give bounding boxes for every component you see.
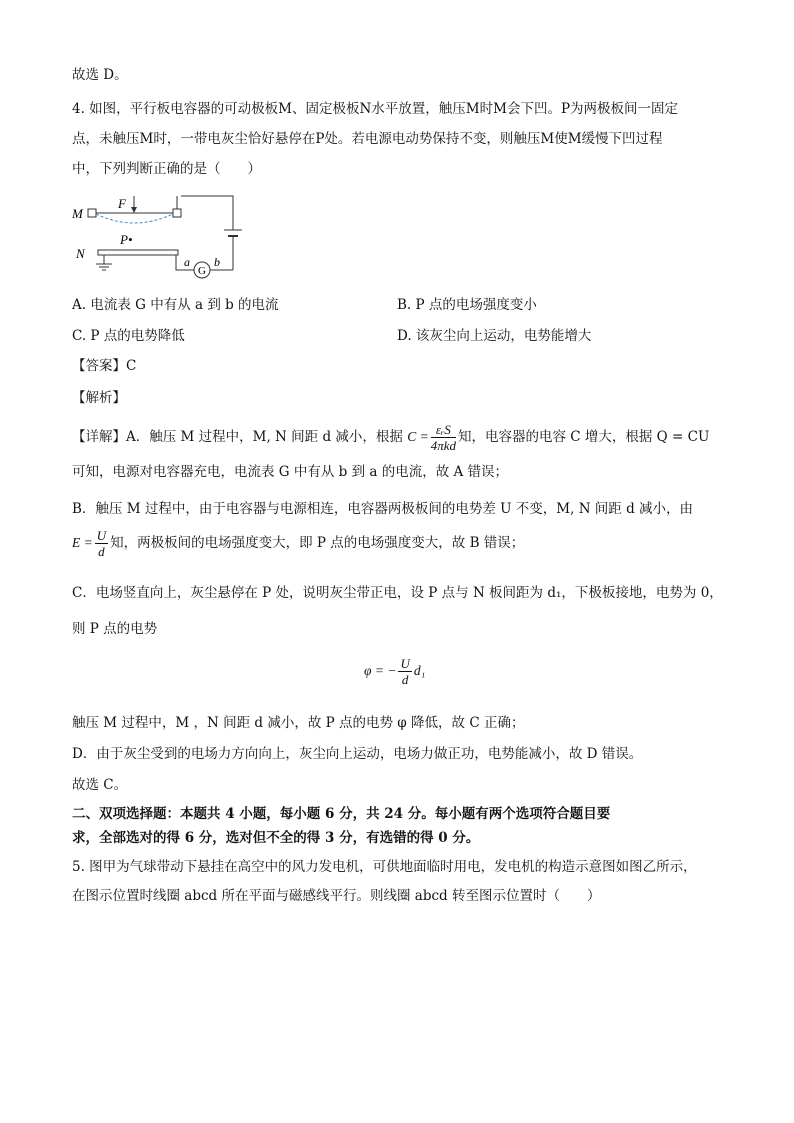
- field-formula: $\frac{U}{d}$: [96, 528, 107, 559]
- q4-stem-line-3: 中，下列判断正确的是（ ）: [72, 161, 261, 177]
- answer: 【答案】C: [72, 358, 137, 374]
- plate-M-bent-dashed: [96, 214, 173, 223]
- analysis-heading: 【解析】: [72, 390, 126, 406]
- wire-top: [181, 196, 233, 230]
- capacitor-circuit-figure: [72, 192, 252, 282]
- section-2-heading-line-2: 求，全部选对的得 6 分，选对但不全的得 3 分，有选错的得 0 分。: [72, 830, 480, 846]
- label-b: b: [214, 255, 220, 269]
- detail-line-1: 【详解】A．触压 M 过程中，M, N 间距 d 减小，根据 C = $\frac{\text{εᵣS}}{\text{4πkd}}$ 知，电容器的电容 C 增大，根据 Q = CU: [72, 422, 710, 453]
- detail-line-4: E = $\frac{U}{d}$ 知，两极板间的电场强度变大，即 P 点的电场强度变大，故 B 错误；: [72, 528, 525, 559]
- potential-equation: φ = − $\frac{U}{d}$ d₁: [364, 656, 426, 687]
- q5-stem-line-1: 5. 图甲为气球带动下悬挂在高空中的风力发电机，可供地面临时用电，发电机的构造示意图如图乙所示，: [72, 859, 697, 875]
- q4-stem-line-2: 点，未触压M时，一带电灰尘恰好悬停在P处。若电源电动势保持不变，则触压M使M缓慢下凹过程: [72, 131, 663, 147]
- plate-M-right-end: [173, 209, 181, 217]
- detail-line-2: 可知，电源对电容器充电，电流表 G 中有从 b 到 a 的电流，故 A 错误；: [72, 464, 509, 480]
- q4-stem-line-1: 4. 如图，平行板电容器的可动极板M、固定极板N水平放置，触压M时M会下凹。P为两极板间一固定: [72, 101, 679, 117]
- option-D: D. 该灰尘向上运动，电势能增大: [397, 328, 592, 344]
- label-F: F: [118, 196, 126, 211]
- force-arrow-head: [131, 207, 137, 213]
- q4-conclusion: 故选 C。: [72, 777, 128, 793]
- label-N: N: [76, 246, 85, 261]
- detail-line-6: 则 P 点的电势: [72, 621, 158, 637]
- previous-conclusion: 故选 D。: [72, 67, 128, 83]
- plate-M-left-end: [88, 209, 96, 217]
- detail-line-8: D．由于灰尘受到的电场力方向向上，灰尘向上运动，电场力做正功，电势能减小，故 D 错误。: [72, 746, 643, 762]
- label-P: P•: [120, 232, 133, 247]
- option-A: A. 电流表 G 中有从 a 到 b 的电流: [72, 297, 279, 313]
- section-2-heading-line-1: 二、双项选择题：本题共 4 小题，每小题 6 分，共 24 分。每小题有两个选项符合题目要: [72, 806, 611, 822]
- label-M: M: [72, 206, 83, 221]
- capacitance-formula: $\frac{\text{εᵣS}}{\text{4πkd}}$: [430, 422, 456, 453]
- option-B: B. P 点的电场强度变小: [397, 297, 537, 313]
- q5-stem-line-2: 在图示位置时线圈 abcd 所在平面与磁感线平行。则线圈 abcd 转至图示位置时（ ）: [72, 888, 601, 904]
- detail-line-7: 触压 M 过程中，M ，N 间距 d 减小，故 P 点的电势 φ 降低，故 C 正确；: [72, 715, 525, 731]
- label-G: G: [198, 265, 206, 277]
- plate-N: [98, 250, 178, 255]
- detail-line-5: C．电场竖直向上，灰尘悬停在 P 处，说明灰尘带正电，设 P 点与 N 板间距为 d₁，下极板接地，电势为 0，: [72, 585, 723, 601]
- detail-line-3: B．触压 M 过程中，由于电容器与电源相连，电容器两极板间的电势差 U 不变，M, N 间距 d 减小，由: [72, 501, 694, 517]
- option-C: C. P 点的电势降低: [72, 328, 185, 344]
- label-a: a: [184, 255, 190, 269]
